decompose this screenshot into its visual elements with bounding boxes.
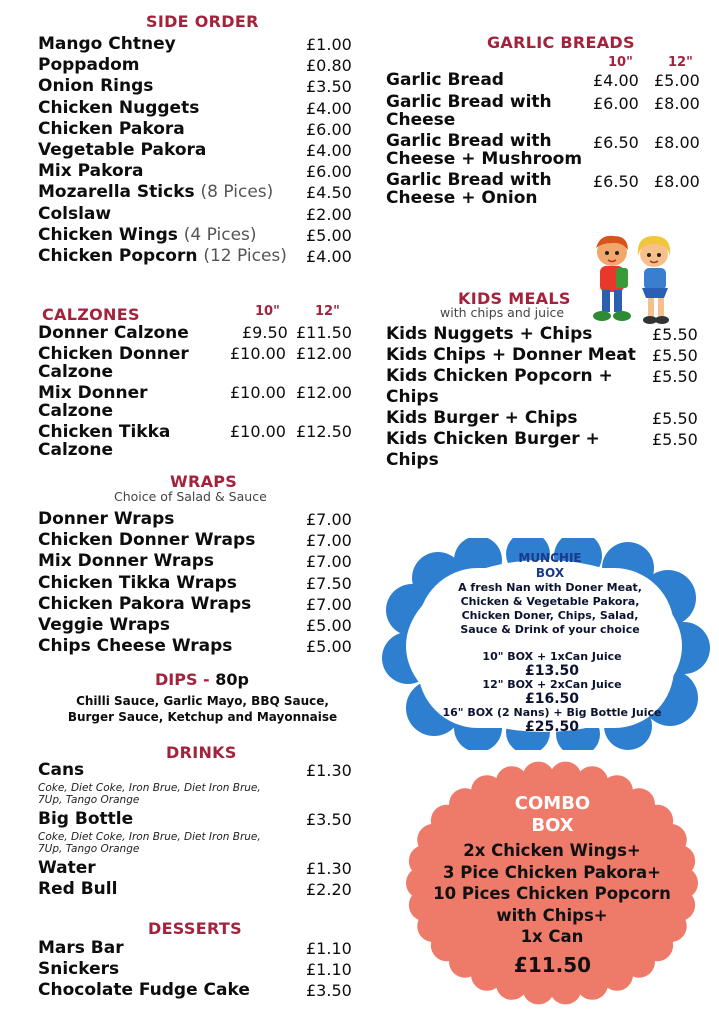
item-price: £1.10 [306,960,352,980]
item-name-line-1: Kids Burger + Chips [386,408,578,428]
wraps-list [38,509,356,657]
menu-item [38,225,356,246]
item-price: £5.00 [306,225,352,245]
item-price: £7.50 [306,573,352,593]
munchie-option-label: 12" BOX + 2xCan Juice [482,678,622,691]
item-name: Chicken Wings (4 Pices) [38,224,257,245]
garlic-item [386,171,704,210]
item-price: £7.00 [306,510,352,529]
item-price: £1.00 [306,35,352,54]
item-price-10: £10.00 [230,383,286,402]
drink-item [38,858,356,879]
munchie-option-price: £16.50 [524,691,580,707]
item-name: Mix Donner Calzone [38,383,148,421]
item-price: £5.00 [306,637,352,657]
item-name: Chicken Pakora Wraps [38,593,252,614]
item-name: Colslaw [38,203,112,224]
item-name-line-1: Kids Chicken Burger + [386,429,600,449]
item-price: £6.00 [306,162,352,182]
item-name: Chips Cheese Wraps [38,636,233,657]
item-price: £4.00 [306,140,352,160]
item-name: Poppadom [38,55,140,76]
item-name: Chicken Popcorn (12 Pices) [38,245,287,266]
kids-item [386,366,704,408]
item-price: £5.00 [306,615,352,635]
munchie-desc-line: A fresh Nan with Doner Meat, [458,581,642,594]
kids-illustration-icon [588,232,680,332]
desserts-list [38,938,356,1002]
garlic-size-10: 10" [608,55,633,70]
menu-item [38,551,356,572]
item-name: Mango Chtney [38,34,176,54]
menu-item [38,161,356,182]
item-name: Mozarella Sticks (8 Pices) [38,182,274,203]
munchie-option-price: £13.50 [524,663,580,679]
item-name: Red Bull [38,879,118,899]
combo-line: 3 Pice Chicken Pakora+ [443,862,661,882]
menu-item [38,615,356,636]
side-order-title: SIDE ORDER [146,12,259,31]
item-name: Donner Wraps [38,509,175,529]
item-name: Vegetable Pakora [38,139,207,160]
item-price-10: £4.00 [593,71,639,90]
item-name: Mix Donner Wraps [38,551,215,572]
garlic-item [386,132,704,171]
item-price: £4.00 [306,246,352,266]
calzones-title: CALZONES [42,305,140,324]
desserts-title: DESSERTS [148,919,242,938]
item-price: £2.20 [306,880,352,899]
menu-item [38,140,356,161]
calzone-item [38,345,356,384]
munchie-title-2: BOX [535,566,565,580]
dips-list [30,693,375,725]
munchie-desc-line: Sauce & Drink of your choice [460,623,640,636]
calzones-list [38,324,356,462]
combo-line: 10 Pices Chicken Popcorn [433,884,671,903]
kids-item [386,345,704,366]
munchie-option-label: 16" BOX (2 Nans) + Big Bottle Juice [442,706,662,719]
item-price-10: £6.50 [593,133,639,152]
dips-title: DIPS [155,670,198,689]
item-name: Cans [38,760,85,780]
item-name-line-2: Cheese + Mushroom [386,149,583,169]
munchie-title-1: MUNCHIE [518,551,582,565]
item-name: Onion Rings [38,76,154,97]
menu-item [38,182,356,203]
item-name: Water [38,858,96,878]
item-price-10: £10.00 [230,422,286,441]
munchie-desc-line: Chicken & Vegetable Pakora, [460,595,640,608]
menu-item [38,594,356,615]
menu-item [38,938,356,959]
combo-line: with Chips+ [496,905,608,925]
calzones-size-12: 12" [315,304,340,319]
drinks-title: DRINKS [166,743,237,762]
calzone-item [38,384,356,423]
item-name: Snickers [38,959,120,980]
kids-item [386,408,704,429]
kids-meals-subtitle: with chips and juice [440,305,565,320]
item-detail-1: Coke, Diet Coke, Iron Brue, Diet Iron Brue, [38,782,261,794]
item-price: £2.00 [306,204,352,224]
menu-item [38,530,356,551]
dips-heading: DIPS - 80p [155,670,249,689]
menu-item [38,636,356,657]
item-name: Chocolate Fudge Cake [38,980,250,1001]
item-price: £4.50 [306,183,352,203]
menu-item [38,34,356,55]
menu-item [38,959,356,980]
munchie-desc-line: Chicken Doner, Chips, Salad, [461,609,639,622]
item-name: Chicken Donner Calzone [38,344,189,382]
munchie-options [420,650,684,734]
item-note: (12 Pices) [203,245,287,266]
item-name: Chicken Donner Wraps [38,530,256,551]
item-price: £7.00 [306,594,352,614]
item-detail-2: 7Up, Tango Orange [38,794,140,806]
item-price: £0.80 [306,56,352,76]
item-price-12: £12.00 [296,344,352,363]
combo-line: 2x Chicken Wings+ [463,841,641,860]
drink-item [38,760,356,809]
garlic-item [386,71,704,93]
item-detail-2: 7Up, Tango Orange [38,843,140,855]
item-name-line-1: Garlic Bread with [386,170,552,190]
menu-item [38,573,356,594]
munchie-option-label: 10" BOX + 1xCan Juice [482,650,622,663]
menu-item [38,204,356,225]
item-note: (8 Pices) [200,182,274,203]
item-price-12: £5.00 [654,71,700,90]
menu-item [38,980,356,1001]
drink-item [38,809,356,858]
item-name-line-2: Cheese [386,110,456,130]
item-price: £5.50 [652,367,698,386]
drink-item [38,879,356,900]
garlic-breads-title: GARLIC BREADS [487,33,635,52]
combo-title [440,793,665,837]
item-price: £1.10 [306,939,352,958]
dips-price: 80p [215,670,249,689]
item-name-line-2: Cheese + Onion [386,188,538,208]
item-name-line-2: Chips [386,387,439,407]
combo-title-1: COMBO [514,793,591,814]
item-name-line-1: Kids Chicken Popcorn + [386,366,613,386]
item-detail-1: Coke, Diet Coke, Iron Brue, Diet Iron Brue, [38,831,261,843]
item-price: £3.50 [306,810,352,829]
item-price: £1.30 [306,761,352,780]
item-name: Chicken Pakora [38,118,185,139]
item-price: £5.50 [652,346,698,365]
item-name-line-1: Kids Nuggets + Chips [386,324,593,344]
kids-meals-list [386,324,704,471]
calzone-item [38,423,356,462]
drinks-list [38,760,356,900]
item-price: £5.50 [652,325,698,344]
combo-price: £11.50 [513,953,592,977]
calzone-item [38,324,356,345]
item-price-12: £12.50 [296,422,352,441]
menu-item [38,246,356,267]
item-name-line-1: Garlic Bread with [386,92,552,112]
menu-item [38,55,356,76]
wraps-title: WRAPS [170,472,238,491]
item-price-10: £6.00 [593,94,639,113]
kids-item [386,429,704,471]
item-price-12: £11.50 [296,323,352,342]
item-name: Chicken Tikka Wraps [38,572,237,593]
wraps-subtitle: Choice of Salad & Sauce [114,489,267,504]
menu-item [38,509,356,530]
item-price: £7.00 [306,531,352,551]
item-price: £5.50 [652,409,698,428]
calzones-size-10: 10" [255,304,280,319]
item-price: £4.00 [306,98,352,118]
item-price: £7.00 [306,552,352,572]
item-price-12: £8.00 [654,172,700,191]
item-name: Chicken Nuggets [38,97,200,118]
menu-item [38,98,356,119]
combo-line: 1x Can [520,927,584,946]
item-name: Veggie Wraps [38,614,170,635]
garlic-item [386,93,704,132]
dips-line-1: Chilli Sauce, Garlic Mayo, BBQ Sauce, [76,694,329,708]
item-price-12: £12.00 [296,383,352,402]
item-price-10: £6.50 [593,172,639,191]
combo-title-2: BOX [531,815,574,836]
item-price-10: £9.50 [242,323,288,342]
item-name-line-1: Garlic Bread [386,70,504,90]
item-name-line-1: Garlic Bread with [386,131,552,151]
item-price: £5.50 [652,430,698,449]
item-name: Big Bottle [38,809,134,829]
item-name: Chicken Tikka Calzone [38,422,171,460]
item-name: Mix Pakora [38,161,144,182]
munchie-option-price: £25.50 [524,719,580,735]
item-price-10: £10.00 [230,344,286,363]
garlic-size-12: 12" [668,55,693,70]
kids-item [386,324,704,345]
item-price-12: £8.00 [654,94,700,113]
item-price-12: £8.00 [654,133,700,152]
item-name: Donner Calzone [38,323,189,343]
side-order-list [38,34,356,267]
item-price: £1.30 [306,859,352,878]
dips-line-2: Burger Sauce, Ketchup and Mayonnaise [67,710,338,724]
combo-details [404,840,700,948]
munchie-description [430,581,670,637]
garlic-breads-list [386,71,704,210]
item-name-line-2: Chips [386,450,439,470]
item-price: £3.50 [306,981,352,1001]
menu-item [38,76,356,97]
item-price: £3.50 [306,77,352,97]
kids-meals-title: KIDS MEALS [458,289,571,308]
item-name-line-1: Kids Chips + Donner Meat [386,345,636,365]
item-name: Mars Bar [38,938,124,958]
menu-item [38,119,356,140]
item-price: £6.00 [306,119,352,139]
item-note: (4 Pices) [183,224,257,245]
